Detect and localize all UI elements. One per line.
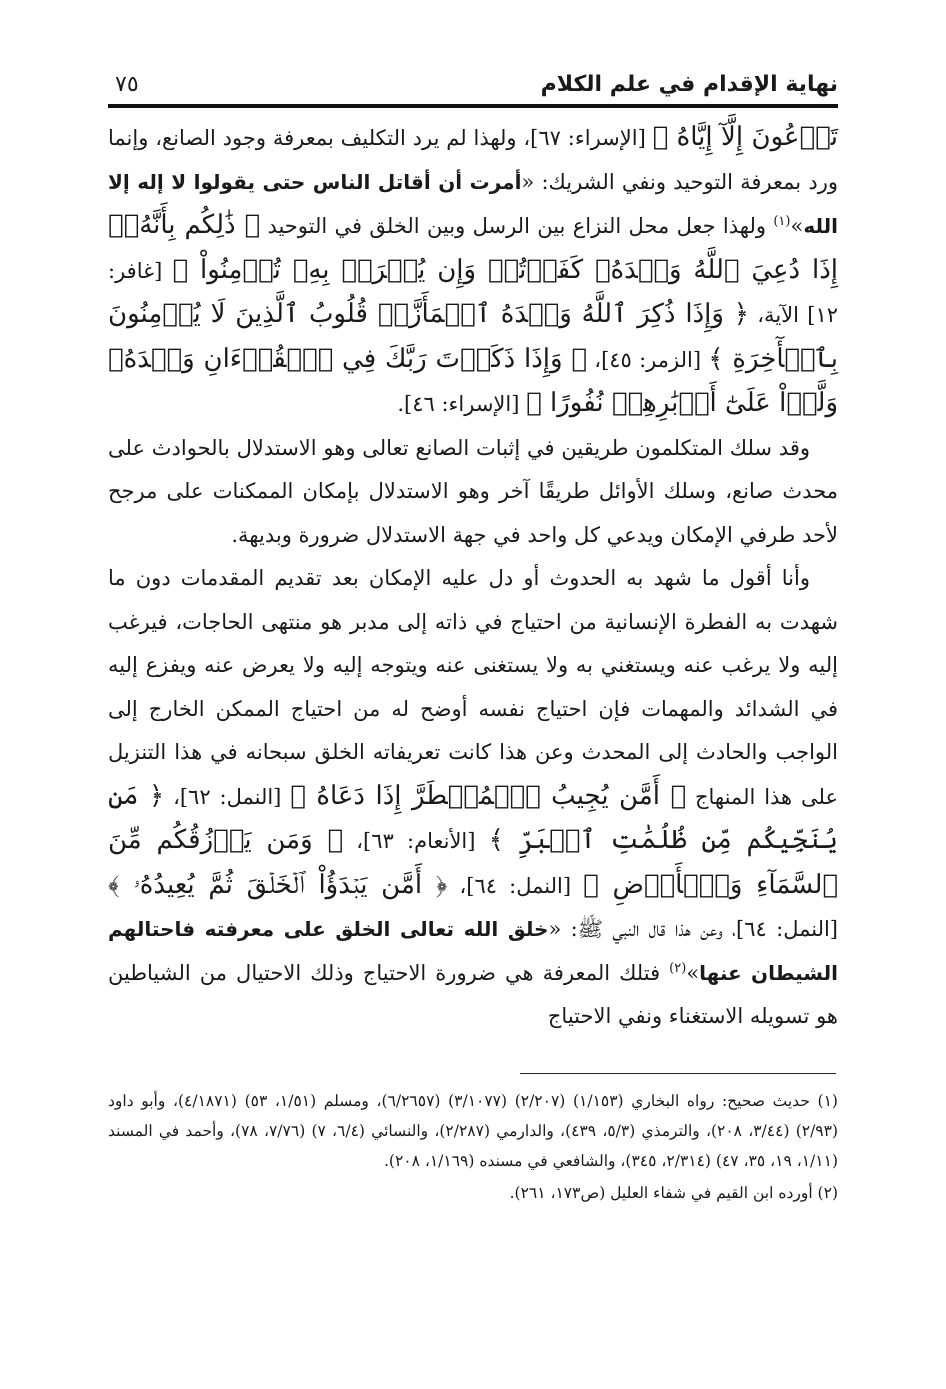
text-segment: »: [686, 960, 700, 985]
verse-citation: [غافر: ١٢] الآية،: [108, 258, 838, 327]
quran-verse: تَدۡعُونَ إِلَّآ إِيَّاهُ ﴾: [652, 122, 838, 152]
footnotes: [108, 1086, 838, 1208]
hadith-quote: خلق الله تعالى الخلق على معرفته فاحتالهم الشيطان عنها: [108, 917, 838, 985]
verse-citation: [الإسراء: ٤٦].: [397, 392, 527, 416]
quran-verse: ﴿ وَمَن يَرۡزُقُكُم مِّنَ ٱلسَّمَآءِ وَٱلۡأَرۡضِ ﴾: [108, 825, 838, 900]
text-segment: فتلك المعرفة هي ضرورة الاحتياج وذلك الاحتيال من الشياطين هو تسويله الاستغناء ونفي الاحتياج: [108, 960, 838, 1028]
quran-verse: ﴿ وَإِذَا ذَكَرۡتَ رَبَّكَ فِي ٱلۡقُرۡءَانِ وَحۡدَهُۥ وَلَّوۡاْ عَلَىٰٓ أَدۡبَٰرِهِمۡ نُفُورًا ﴾: [108, 343, 838, 418]
footnote-ref-2[interactable]: (٢): [669, 960, 687, 976]
running-header: [115, 64, 838, 104]
quran-verse: ﴿ أَمَّن يَبۡدَؤُاْ ٱلۡخَلۡقَ ثُمَّ يُعِيدُهُۥ ﴾: [108, 869, 448, 900]
quran-verse: ﴿ أَمَّن يُجِيبُ ٱلۡمُضۡطَرَّ إِذَا دَعَاهُ ﴾: [290, 780, 687, 811]
verse-citation: [النمل: ٦٤]، وعن هذا قال النبي ﷺ: «: [548, 917, 839, 941]
book-title: نهاية الإقدام في علم الكلام: [540, 72, 838, 97]
verse-citation: [الأنعام: ٦٣]،: [343, 829, 489, 853]
hadith-quote: أمرت أن أقاتل الناس حتى يقولوا لا إله إلا الله: [108, 169, 838, 238]
quran-verse: ﴿ مَن يُنَجِّيكُم مِّن ظُلُمَٰتِ ٱلۡبَرِّ ﴾: [108, 780, 838, 855]
text-segment: وأنا أقول ما شهد به الحدوث أو دل عليه الإمكان بعد تقديم المقدمات دون ما شهدت به الفطرة الإنسانية من احتياج في ذاته إلى مدبر هو منتهى الحاجات، فيرغب إليه ولا يرغب عنه ويستغني به ولا يستغنى عنه ويتوجه إليه ولا يعرض عنه ويفزع إليه في الشدائد والمهمات فإن احتياج نفسه أوضح له من احتياج الممكن الخارج إلى الواجب والحادث إلى المحدث وعن هذا كانت تعريفاته الخلق سبحانه في هذا التنزيل على هذا المنهاج: [108, 566, 839, 809]
footnote-1: (١) حديث صحيح: رواه البخاري (١/١٥٣) (٢/٢٠٧) (٣/١٠٧٧) (٦/٢٦٥٧)، ومسلم (١/٥١، ٥٣) (٤/١٨٧١)، وأبو داود (٢/٩٣) (٣/٤٤، ٢٠٨)، والترمذي (٥/٣، ٤٣٩)، والدارمي (٢/٢٨٧)، والنسائي (٦/٤، ٧) (٧/٧٦، ٧٨)، وأحمد في المسند (١/١١، ١٩، ٣٥، ٤٧) (٢/٣١٤، ٣٤٥)، والشافعي في مسنده (١/١٦٩، ٢٠٨).: [108, 1092, 839, 1170]
paragraph-3: [108, 557, 838, 1039]
quran-verse: ﴿ وَإِذَا ذُكِرَ ٱللَّهُ وَحۡدَهُ ٱشۡمَأَزَّتۡ قُلُوبُ ٱلَّذِينَ لَا يُؤۡمِنُونَ بِٱلۡأٓخِرَةِ ﴾: [108, 299, 838, 374]
page-number: ٧٥: [115, 72, 139, 97]
verse-citation: [النمل: ٦٢]،: [164, 784, 291, 809]
text-segment: »: [790, 214, 804, 238]
text-segment: [الإسراء: ٦٧]، ولهذا لم يرد التكليف بمعرفة وجود الصانع، وإنما ورد بمعرفة التوحيد ونفي الشريك: «: [108, 126, 838, 194]
verse-citation: [الزمر: ٤٥]،: [587, 347, 709, 372]
paragraph-2: وقد سلك المتكلمون طريقين في إثبات الصانع تعالى وهو الاستدلال بالحوادث على محدث صانع، وسلك الأوائل طريقًا آخر وهو الاستدلال بإمكان الممكنات على مرجح لأحد طرفي الإمكان ويدعي كل واحد في جهة الاستدلال ضرورة وبديهة.: [108, 435, 838, 547]
main-text: [108, 116, 838, 1039]
footnote-2: (٢) أورده ابن القيم في شفاء العليل (ص١٧٣، ٢٦١).: [509, 1184, 838, 1202]
paragraph-1: [108, 116, 838, 427]
verse-citation: [النمل: ٦٤]،: [447, 873, 584, 898]
quran-verse: ﴿ ذَٰلِكُم بِأَنَّهُۥٓ إِذَا دُعِيَ ٱللَّهُ وَحۡدَهُۥ كَفَرۡتُمۡ وَإِن يُشۡرَكۡ بِهِۦ تُؤۡمِنُواْ ﴾: [108, 210, 839, 285]
text-segment: ولهذا جعل محل النزاع بين الرسل وبين الخلق في التوحيد: [260, 214, 774, 238]
footnote-ref-1[interactable]: (١): [773, 214, 791, 229]
footnote-separator: [520, 1073, 836, 1074]
header-rule: [108, 104, 838, 108]
